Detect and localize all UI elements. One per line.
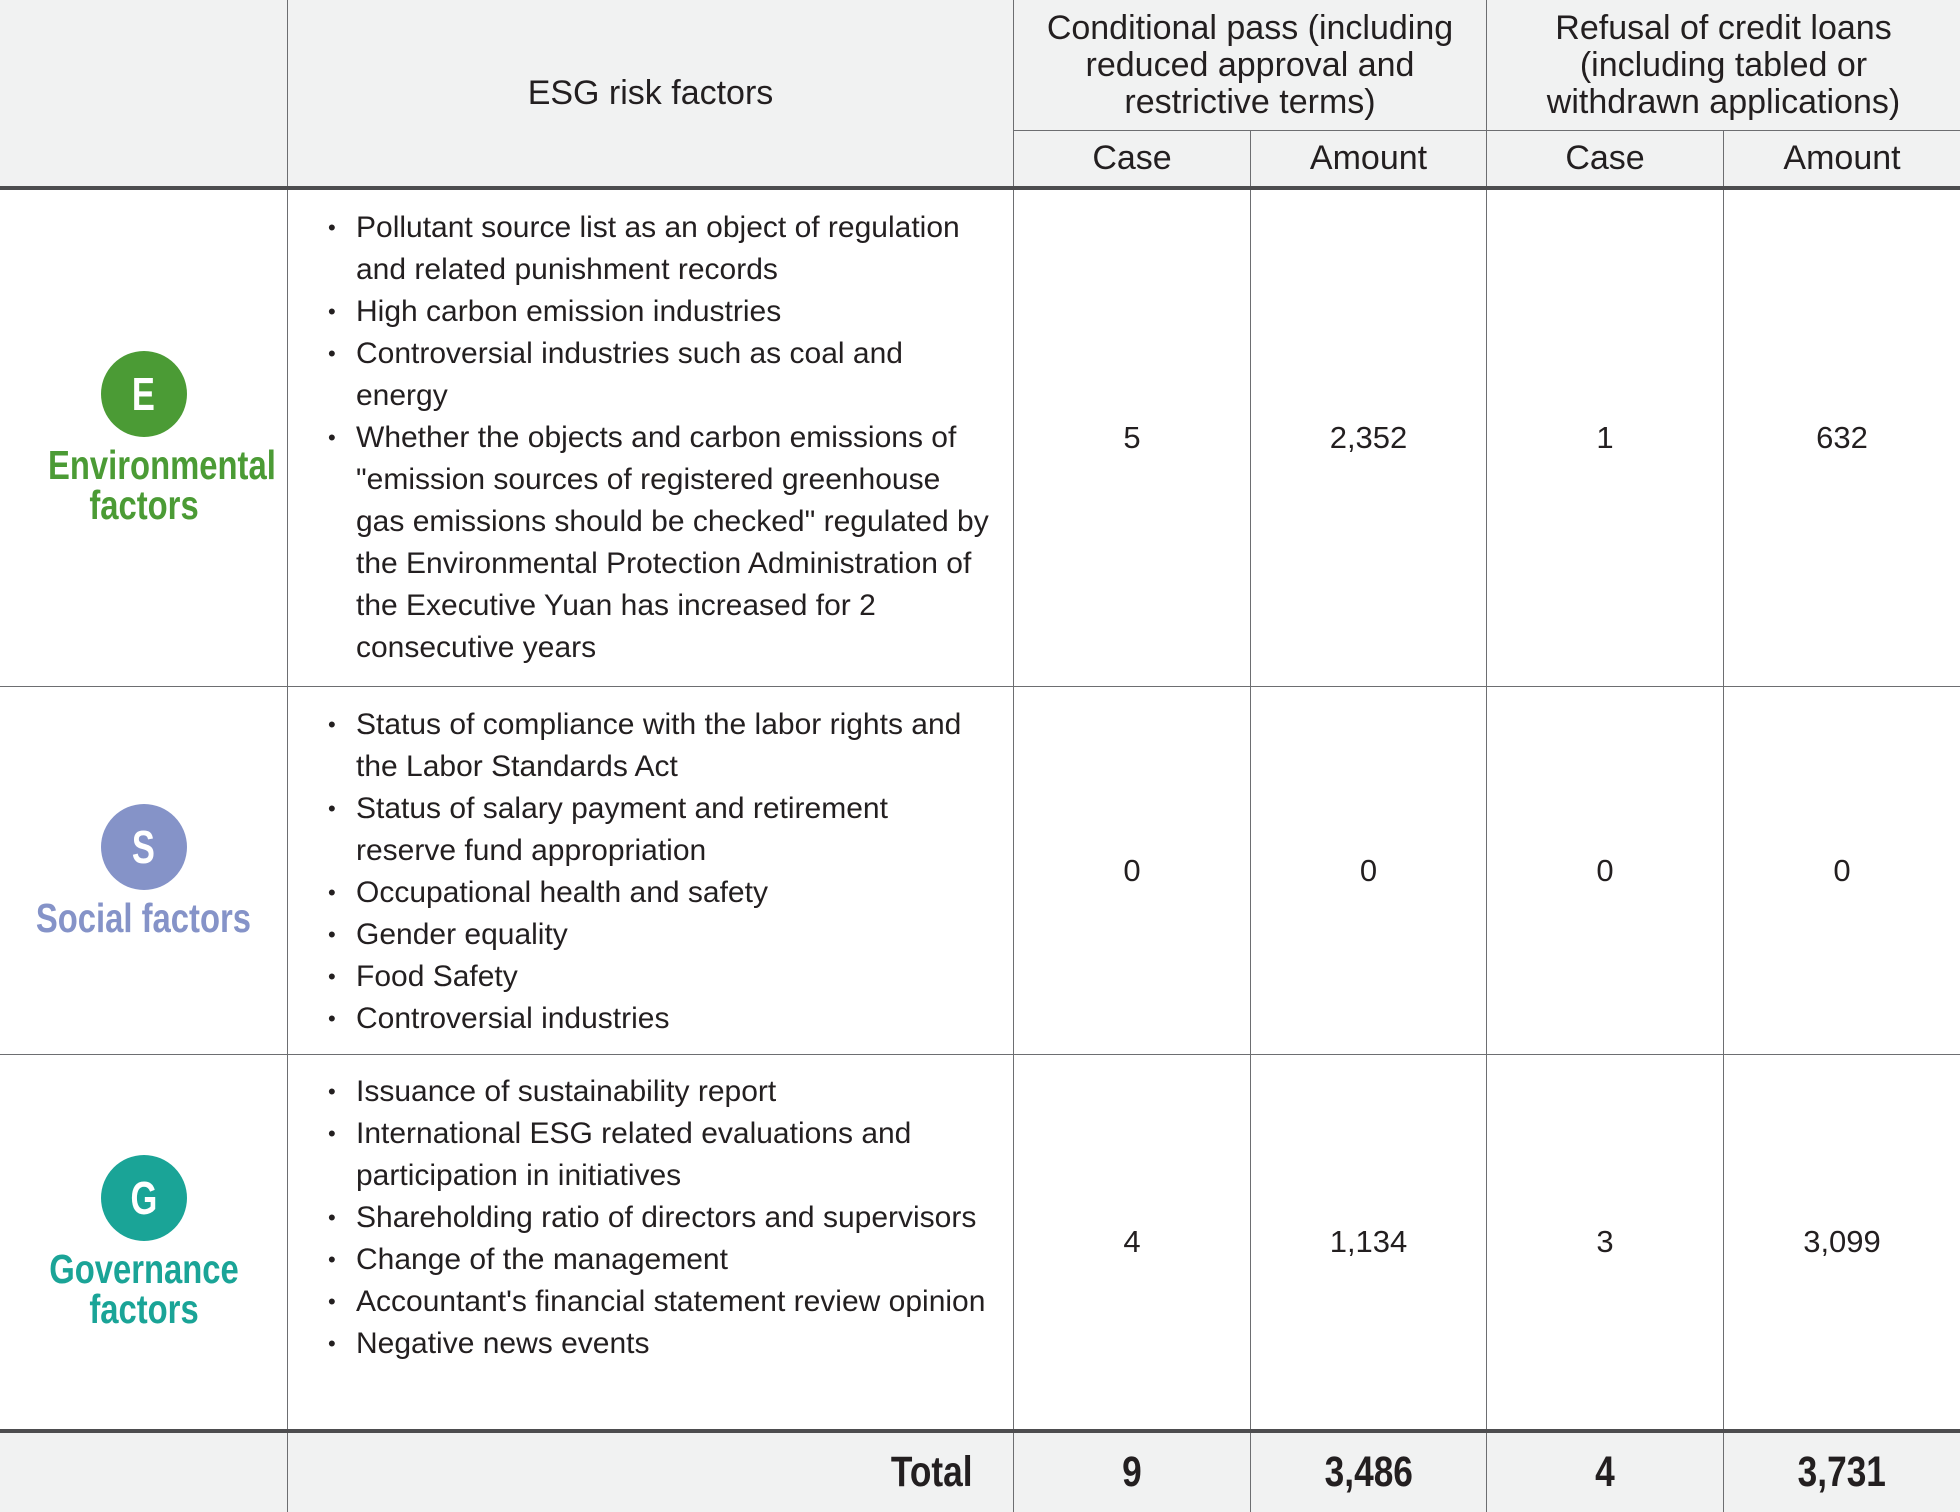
total-pass-case: 9 <box>1122 1448 1142 1496</box>
list-item: • Issuance of sustainability report <box>322 1071 994 1113</box>
environmental-pass-case: 5 <box>1123 420 1141 455</box>
list-item: • Change of the management <box>322 1239 994 1281</box>
list-item: • Whether the objects and carbon emissions of "emission sources of registered greenhouse gas emissions should be checked" regulated by the Environmental Protection Administration of the Executive Yuan has increased for 2 consecutive years <box>322 417 994 669</box>
governance-risk-list <box>322 1071 994 1365</box>
list-item: • Pollutant source list as an object of regulation and related punishment records <box>322 207 994 291</box>
total-pass-amount: 3,486 <box>1324 1448 1413 1496</box>
list-item: • Controversial industries such as coal and energy <box>322 333 994 417</box>
environmental-pass-amount: 2,352 <box>1329 420 1408 455</box>
environmental-factor-cell <box>0 190 287 686</box>
social-pass-amount: 0 <box>1359 852 1378 888</box>
header-refusal: Refusal of credit loans (including tabled or withdrawn applications) <box>1546 8 1901 121</box>
list-item: • Shareholding ratio of directors and supervisors <box>322 1197 994 1239</box>
social-factor-cell <box>0 687 287 1054</box>
total-refusal-case: 4 <box>1595 1448 1615 1496</box>
environmental-refusal-case: 1 <box>1596 420 1614 455</box>
environmental-label: Environmental factors <box>47 442 276 528</box>
divider <box>287 0 288 1512</box>
governance-pass-amount: 1,134 <box>1329 1224 1408 1259</box>
header-risk-factors: ESG risk factors <box>527 73 774 112</box>
total-label: Total <box>891 1448 973 1496</box>
social-pass-case: 0 <box>1123 852 1141 888</box>
governance-pass-case: 4 <box>1123 1224 1141 1259</box>
total-pass-case-cell <box>1014 1433 1250 1512</box>
list-item: • High carbon emission industries <box>322 291 994 333</box>
governance-factor-cell <box>0 1055 287 1429</box>
list-item: • International ESG related evaluations and participation in initiatives <box>322 1113 994 1197</box>
total-refusal-case-cell <box>1487 1433 1723 1512</box>
social-refusal-amount: 0 <box>1833 852 1851 888</box>
list-item: • Negative news events <box>322 1323 994 1365</box>
governance-refusal-case: 3 <box>1596 1224 1614 1259</box>
header-case: Case <box>1092 139 1172 177</box>
header-case: Case <box>1565 139 1645 177</box>
total-pass-amount-cell <box>1251 1433 1486 1512</box>
list-item: • Gender equality <box>322 914 994 956</box>
list-item: • Status of salary payment and retirement reserve fund appropriation <box>322 788 994 872</box>
governance-label: Governance factors <box>48 1246 239 1332</box>
total-refusal-amount: 3,731 <box>1797 1448 1887 1496</box>
governance-refusal-amount: 3,099 <box>1803 1224 1881 1259</box>
social-badge: S <box>101 804 187 890</box>
social-risk-list <box>322 704 994 1040</box>
total-refusal-amount-cell <box>1724 1433 1960 1512</box>
governance-badge: G <box>101 1155 187 1241</box>
environmental-refusal-amount: 632 <box>1816 420 1868 455</box>
environmental-badge: E <box>101 351 187 437</box>
list-item: • Controversial industries <box>322 998 994 1040</box>
list-item: • Status of compliance with the labor rights and the Labor Standards Act <box>322 704 994 788</box>
header-amount: Amount <box>1783 139 1901 177</box>
environmental-risk-list <box>322 207 994 669</box>
list-item: • Accountant's financial statement review opinion <box>322 1281 994 1323</box>
social-refusal-case: 0 <box>1596 852 1614 888</box>
list-item: • Food Safety <box>322 956 994 998</box>
header-amount: Amount <box>1309 139 1428 177</box>
social-label: Social factors <box>35 894 252 941</box>
header-conditional-pass: Conditional pass (including reduced approval and restrictive terms) <box>1046 8 1454 121</box>
total-label-cell <box>288 1433 1013 1512</box>
list-item: • Occupational health and safety <box>322 872 994 914</box>
